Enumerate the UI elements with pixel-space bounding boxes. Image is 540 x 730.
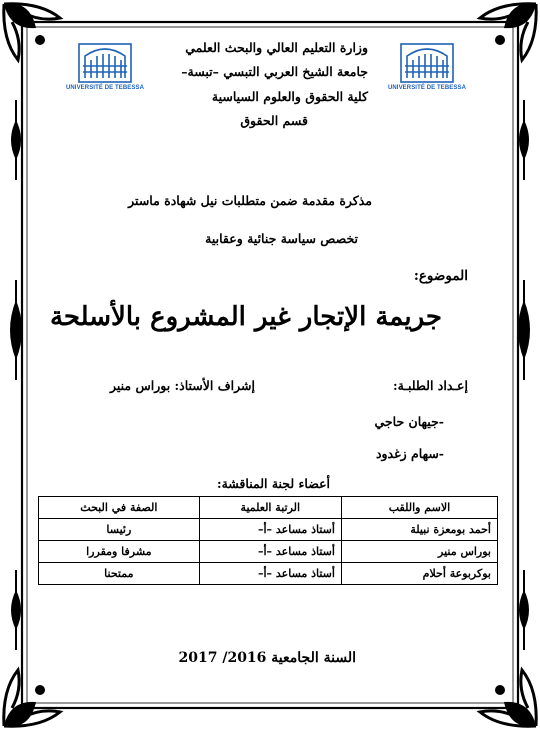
side-ornament-left-mid: [10, 280, 22, 380]
table-cell: بوكربوعة أحلام: [341, 563, 497, 585]
thesis-purpose: مذكرة مقدمة ضمن متطلبات نيل شهادة ماستر: [128, 193, 372, 208]
column-header: الصفة في البحث: [39, 497, 200, 519]
committee-heading: أعضاء لجنة المناقشة:: [216, 476, 330, 491]
table-header-row: [39, 497, 498, 519]
side-ornament-right-lower: [519, 570, 529, 650]
thesis-specialization: تخصص سياسة جنائية وعقابية: [205, 231, 358, 246]
university-emblem-icon: [77, 42, 133, 84]
table-row: [39, 519, 498, 541]
side-ornament-right-upper: [519, 100, 529, 180]
logo-caption: UNIVERSITÉ DE TEBESSA: [387, 85, 467, 91]
table-row: [39, 563, 498, 585]
subject-label: الموضوع:: [413, 268, 468, 284]
student-name: -جيهان حاجي: [374, 414, 444, 429]
side-ornament-right-mid: [518, 280, 530, 380]
table-row: [39, 541, 498, 563]
academic-year: السنة الجامعية 2016/ 2017: [178, 650, 356, 666]
table-cell: أستاذ مساعد –أ–: [199, 519, 341, 541]
prepared-by-label: إعـداد الطلبـة:: [393, 378, 468, 393]
column-header: الاسم واللقب: [341, 497, 497, 519]
table-cell: أستاذ مساعد –أ–: [199, 541, 341, 563]
side-ornament-left-upper: [11, 100, 21, 180]
student-name: -سهام زغدود: [375, 446, 444, 461]
table-cell: أستاذ مساعد –أ–: [199, 563, 341, 585]
committee-table: [38, 496, 498, 585]
table-cell: ممتحنا: [39, 563, 200, 585]
corner-ornament-top-right: [480, 4, 536, 61]
table-cell: مشرفا ومقررا: [39, 541, 200, 563]
corner-ornament-top-left: [4, 4, 60, 61]
supervisor-line: إشراف الأستاذ: بوراس منير: [109, 378, 255, 393]
table-cell: بوراس منير: [341, 541, 497, 563]
university-name: جامعة الشيخ العربي التبسي –تبسة–: [181, 64, 368, 79]
corner-ornament-bottom-right: [480, 670, 536, 727]
thesis-title: جريمة الإتجار غير المشروع بالأسلحة: [49, 302, 442, 332]
table-cell: أحمد بومعزة نبيلة: [341, 519, 497, 541]
logo-caption: UNIVERSITÉ DE TEBESSA: [65, 85, 145, 91]
faculty-name: كلية الحقوق والعلوم السياسية: [211, 89, 368, 104]
university-logo-left: [65, 42, 145, 102]
university-emblem-icon: [399, 42, 455, 84]
university-logo-right: [387, 42, 467, 102]
table-cell: رئيسا: [39, 519, 200, 541]
department-name: قسم الحقوق: [240, 113, 308, 128]
side-ornament-left-lower: [11, 570, 21, 650]
corner-ornament-bottom-left: [4, 670, 60, 727]
ministry-name: وزارة التعليم العالي والبحث العلمي: [185, 40, 368, 55]
column-header: الرتبة العلمية: [199, 497, 341, 519]
